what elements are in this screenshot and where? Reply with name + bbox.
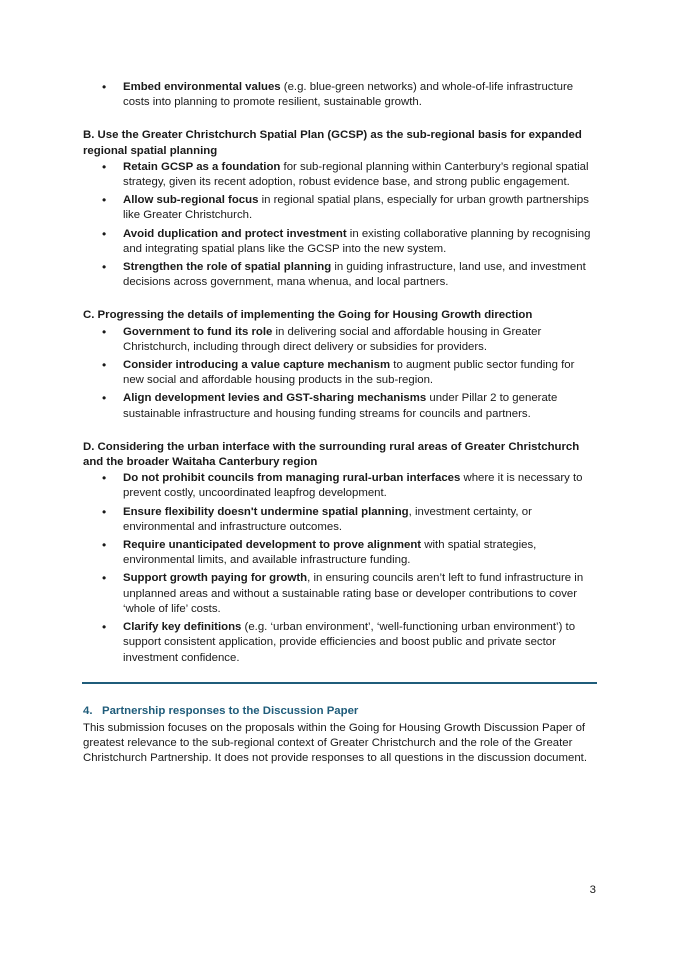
bullet-text: , investment certainty, or environmental and infrastructure outcomes. [123,505,532,533]
bullet-bold-lead: Ensure flexibility doesn't undermine spatial planning [123,505,409,518]
list-item [83,538,598,568]
section-c [83,308,598,421]
list-item [83,505,598,535]
bullet-bold-lead: Allow sub-regional focus [123,194,259,207]
bullet-text: where it is necessary to prevent costly, uncoordinated leapfrog development. [123,472,583,500]
intro-bullet-list [83,80,598,110]
list-item [83,260,598,290]
section-b [83,128,598,290]
page-content [83,80,598,767]
page-number: 3 [589,884,596,896]
bullet-bold-lead: Strengthen the role of spatial planning [123,261,332,274]
bullet-text: (e.g. blue-green networks) and whole-of-life infrastructure costs into planning to promote resilient, sustainable growth. [123,81,574,109]
section-4-body: This submission focuses on the proposals within the Going for Housing Growth Discussion Paper of greatest relevance to the sub-regional context of Greater Christchurch and the role of the Greater Christchurch Partnership. It does not provide responses to all questions in the discussion document. [83,721,587,765]
bullet-text: in delivering social and affordable housing in Greater Christchurch, including through direct delivery or subsidies for providers. [123,325,542,353]
section-heading: B. Use the Greater Christchurch Spatial Plan (GCSP) as the sub-regional basis for expanded regional spatial planning [83,129,582,157]
list-item [83,471,598,501]
list-item [83,160,598,190]
list-item [83,227,598,257]
list-item [83,193,598,223]
list-item [83,358,598,388]
section-d [83,440,598,666]
list-item [83,80,598,110]
section-heading: C. Progressing the details of implementing the Going for Housing Growth direction [83,309,533,322]
bullet-text: for sub-regional planning within Canterbury’s regional spatial strategy, given its recent adoption, robust evidence base, and strong public engagement. [123,160,589,189]
section-4-number: 4. [83,704,93,717]
list-item [83,571,598,617]
bullet-text: to augment public sector funding for new social and affordable housing products in the sub-region. [123,359,575,387]
bullet-text: with spatial strategies, environmental limits, and available infrastructure funding. [123,539,537,567]
section-bullet-list [83,471,598,665]
list-item [83,325,598,355]
bullet-bold-lead: Government to fund its role [123,325,273,338]
section-divider [82,682,597,684]
section-bullet-list [83,325,598,422]
bullet-bold-lead: Support growth paying for growth [123,572,308,585]
bullet-text: in guiding infrastructure, land use, and investment decisions across government, mana whenua, and local partners. [123,261,586,289]
bullet-text: , in ensuring councils aren’t left to fund infrastructure in unplanned areas and without a sustainable rating base or developer contributions to cover ‘whole of life’ costs. [123,572,584,615]
bullet-bold-lead: Clarify key definitions [123,621,242,634]
bullet-bold-lead: Consider introducing a value capture mechanism [123,359,391,372]
bullet-bold-lead: Retain GCSP as a foundation [123,160,281,173]
section-4-title: Partnership responses to the Discussion Paper [102,704,359,717]
section-4-heading [83,704,598,719]
bullet-bold-lead: Do not prohibit councils from managing rural-urban interfaces [123,472,461,485]
list-item [83,391,598,421]
bullet-bold-lead: Embed environmental values [123,81,281,93]
bullet-text: in existing collaborative planning by recognising and integrating spatial plans like the GCSP into the new system. [123,227,591,255]
bullet-bold-lead: Avoid duplication and protect investment [123,227,347,240]
bullet-text: under Pillar 2 to generate sustainable infrastructure and housing funding streams for councils and partners. [123,392,558,420]
bullet-text: in regional spatial plans, especially for urban growth partnerships like Greater Christchurch. [123,194,589,222]
list-item [83,620,598,666]
bullet-bold-lead: Align development levies and GST-sharing mechanisms [123,392,427,405]
bullet-text: (e.g. ‘urban environment’, ‘well-functioning urban environment’) to support consistent application, provide efficiencies and boost public and private sector investment confidence. [123,621,576,664]
section-bullet-list [83,160,598,291]
section-heading: D. Considering the urban interface with the surrounding rural areas of Greater Christchurch and the broader Waitaha Canterbury region [83,440,580,469]
bullet-bold-lead: Require unanticipated development to prove alignment [123,539,422,552]
